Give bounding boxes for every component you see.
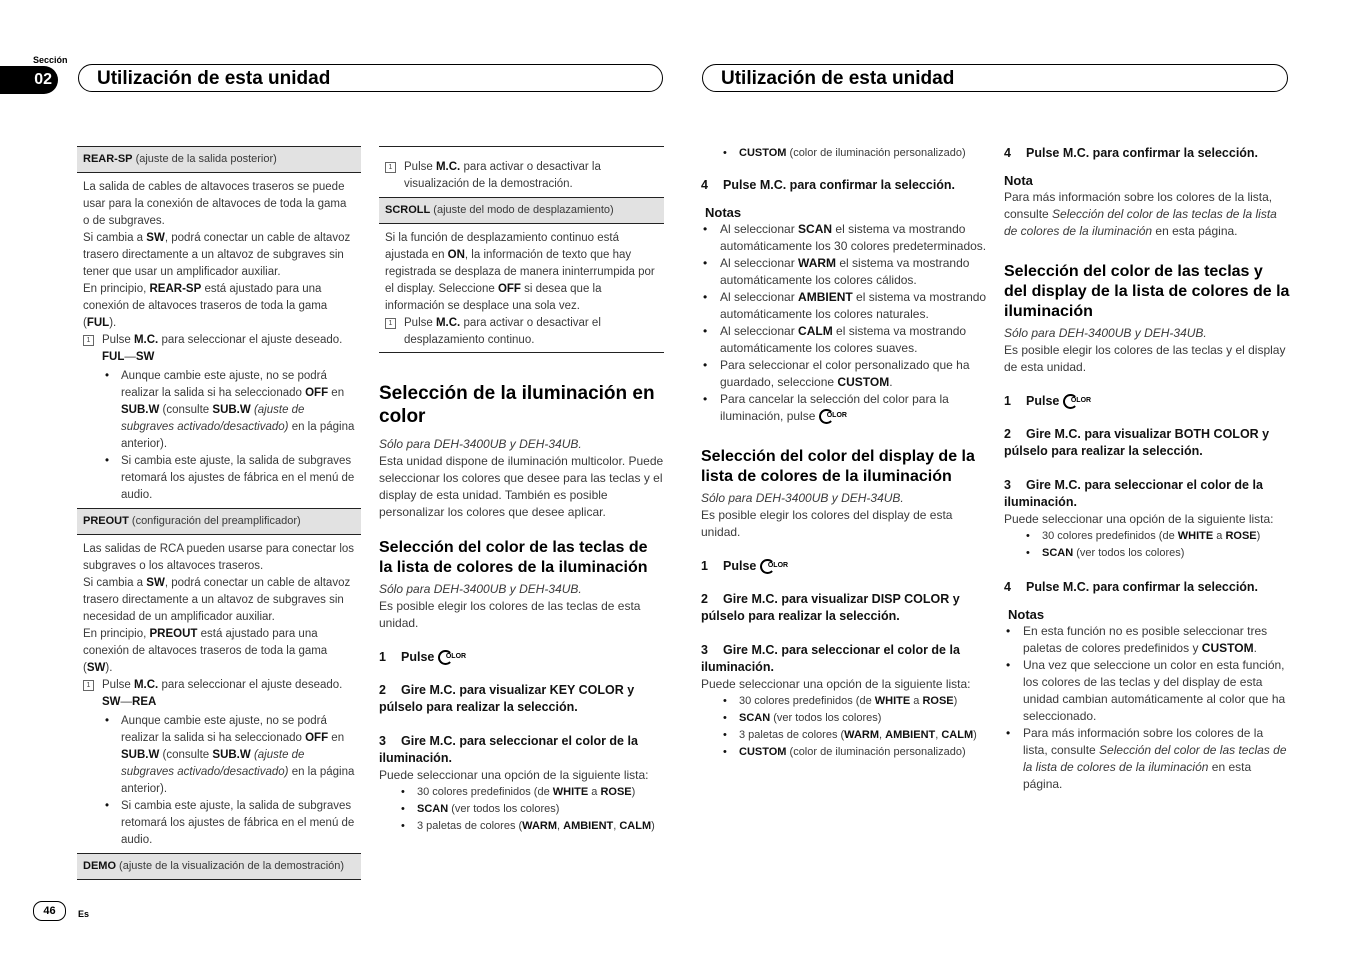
section-label: Sección: [33, 55, 68, 65]
list-item: • SCAN (ver todos los colores): [739, 710, 987, 727]
language-label: Es: [78, 909, 90, 919]
page-title-right: Utilización de esta unidad: [702, 64, 1288, 92]
page-number: 46: [33, 901, 66, 921]
demo-header: DEMO (ajuste de la visualización de la demostración): [77, 853, 361, 880]
list-item: • Para seleccionar el color personalizado que ha guardado, seleccione CUSTOM.: [720, 357, 987, 391]
list-item: • Al seleccionar AMBIENT el sistema va mostrando automáticamente los colores naturales.: [720, 289, 987, 323]
rear-sp-step: 1 Pulse M.C. para seleccionar el ajuste deseado. FUL—SW: [83, 332, 355, 366]
scroll-header: SCROLL (ajuste del modo de desplazamiento): [379, 197, 664, 224]
list-item: • 30 colores predefinidos (de WHITE a ROSE): [1042, 528, 1290, 545]
preout-step: 1 Pulse M.C. para seleccionar el ajuste deseado. SW—REA: [83, 677, 355, 711]
list-item: • Al seleccionar CALM el sistema va mostrando automáticamente los colores suaves.: [720, 323, 987, 357]
list-item: • Aunque cambie este ajuste, no se podrá realizar la salida si ha seleccionado OFF en SUB.W (consulte SUB.W (ajuste de subgraves activado/desactivado) en la página anterior).: [121, 368, 355, 453]
step-number-box: 1: [385, 162, 396, 173]
list-item: • Para más información sobre los colores de la lista, consulte Selección del color de las teclas de la lista de colores de la iluminación en esta página.: [1023, 725, 1290, 793]
subsection-heading: Selección del color del display de la lista de colores de la iluminación: [701, 448, 975, 485]
color-button-icon: OLOR: [438, 650, 464, 664]
rear-sp-body: La salida de cables de altavoces traseros se puede usar para la conexión de altavoces de toda la gama o de subgraves. Si cambia a SW, podrá conectar un cable de altavoz trasero directamente a un altavoz de subgraves sin tener que usar un amplificador auxiliar. En principio, REAR-SP está ajustado para una conexión de altavoces traseros de toda la gama (FUL). 1 Pulse M.C. para seleccionar el ajuste deseado. FUL—SW • Aunque cambie este ajuste, no se podrá realizar la salida si ha seleccionado OFF en SUB.W (consulte SUB.W (ajuste de subgraves activado/desactivado) en la página anterior). • Si cambia este ajuste, la salida de subgraves retomará los ajustes de fábrica en el menú de audio.: [77, 173, 361, 508]
list-item: • Si cambia este ajuste, la salida de subgraves retomará los ajustes de fábrica en el menú de audio.: [121, 453, 355, 504]
demo-step-body: 1 Pulse M.C. para activar o desactivar la visualización de la demostración.: [379, 146, 664, 197]
subsection-heading: Selección del color de las teclas de la lista de colores de la iluminación: [379, 539, 648, 576]
list-item: • SCAN (ver todos los colores): [1042, 545, 1290, 562]
list-item: • 3 paletas de colores (WARM, AMBIENT, CALM): [417, 818, 664, 835]
list-item: • CUSTOM (color de iluminación personalizado): [739, 145, 987, 162]
list-item: • SCAN (ver todos los colores): [417, 801, 664, 818]
page-title-left: Utilización de esta unidad: [78, 64, 663, 92]
preout-header: PREOUT (configuración del preamplificador): [77, 508, 361, 535]
step-number-box: 1: [385, 318, 396, 329]
list-item: • 30 colores predefinidos (de WHITE a ROSE): [417, 784, 664, 801]
section-number-tab: [0, 66, 58, 94]
list-item: • En esta función no es posible seleccionar tres paletas de colores predefinidos y CUSTOM.: [1023, 623, 1290, 657]
section-number: 02: [34, 71, 52, 88]
list-item: • CUSTOM (color de iluminación personalizado): [739, 744, 987, 761]
step-number-box: 1: [83, 680, 94, 691]
column-2: 1 Pulse M.C. para activar o desactivar la visualización de la demostración. SCROLL (ajuste del modo de desplazamiento) Si la función de desplazamiento continuo está ajustada en ON, la información de texto que hay registrada se desplaza de manera ininterrumpida por el display. Seleccione OFF si desea que la información se desplace una sola vez. 1 Pulse M.C. para activar o desactivar el desplazamiento continuo. Selección de la iluminación en color Sólo para DEH-3400UB y DEH-34UB. Esta unidad dispone de iluminación multicolor. Puede seleccionar los colores que desee para las teclas y el display de esta unidad. También es posible personalizar los colores que desee aplicar. Selección del color de las teclas de la lista de colores de la iluminación Sólo para DEH-3400UB y DEH-34UB. Es posible elegir los colores de las teclas de esta unidad. 1 Pulse OLOR 2 Gire M.C. para visualizar KEY COLOR y púlselo para realizar la selección. 3 Gire M.C. para seleccionar el color de la iluminación. Puede seleccionar una opción de la siguiente lista: • 30 colores predefinidos (de WHITE a ROSE) • SCAN (ver todos los colores) • 3 paletas de colores (WARM, AMBIENT, CALM): [379, 146, 664, 835]
preout-body: Las salidas de RCA pueden usarse para conectar los subgraves o los altavoces traseros. Si cambia a SW, podrá conectar un cable de altavoz trasero directamente a un altavoz de subgraves sin necesidad de un amplificador auxiliar. En principio, PREOUT está ajustado para una conexión de altavoces traseros de toda la gama (SW). 1 Pulse M.C. para seleccionar el ajuste deseado. SW—REA • Aunque cambie este ajuste, no se podrá realizar la salida si ha seleccionado OFF en SUB.W (consulte SUB.W (ajuste de subgraves activado/desactivado) en la página anterior). • Si cambia este ajuste, la salida de subgraves retomará los ajustes de fábrica en el menú de audio.: [77, 535, 361, 853]
subsection-heading: Selección del color de las teclas y del display de la lista de colores de la iluminación: [1004, 263, 1290, 320]
column-1: [77, 146, 361, 880]
step-number-box: 1: [83, 335, 94, 346]
list-item: • 3 paletas de colores (WARM, AMBIENT, CALM): [739, 727, 987, 744]
list-item: • Aunque cambie este ajuste, no se podrá realizar la salida si ha seleccionado OFF en SUB.W (consulte SUB.W (ajuste de subgraves activado/desactivado) en la página anterior).: [121, 713, 355, 798]
color-button-icon: OLOR: [819, 409, 845, 423]
rear-sp-header: REAR-SP (ajuste de la salida posterior): [77, 146, 361, 173]
list-item: • Si cambia este ajuste, la salida de subgraves retomará los ajustes de fábrica en el menú de audio.: [121, 798, 355, 849]
list-item: • Una vez que seleccione un color en esta función, los colores de las teclas y del display de esta unidad cambian automáticamente al color que ha seleccionado.: [1023, 657, 1290, 725]
section-heading: Selección de la iluminación en color: [379, 383, 655, 427]
column-3: • CUSTOM (color de iluminación personalizado) 4 Pulse M.C. para confirmar la selección. Notas • Al seleccionar SCAN el sistema va mostrando automáticamente los 30 colores predeterminados. • Al seleccionar WARM el sistema va mostrando automáticamente los colores cálidos. • Al seleccionar AMBIENT el sistema va mostrando automáticamente los colores naturales. • Al seleccionar CALM el sistema va mostrando automáticamente los colores suaves. • Para seleccionar el color personalizado que ha guardado, seleccione CUSTOM. • Para cancelar la selección del color para la iluminación, pulse OLOR Selección del color del display de la lista de colores de la iluminación Sólo para DEH-3400UB y DEH-34UB. Es posible elegir los colores del display de esta unidad. 1 Pulse OLOR 2 Gire M.C. para visualizar DISP COLOR y púlselo para realizar la selección. 3 Gire M.C. para seleccionar el color de la iluminación. Puede seleccionar una opción de la siguiente lista: • 30 colores predefinidos (de WHITE a ROSE) • SCAN (ver todos los colores) • 3 paletas de colores (WARM, AMBIENT, CALM) • CUSTOM (color de iluminación personalizado): [701, 145, 987, 761]
list-item: • Al seleccionar WARM el sistema va mostrando automáticamente los colores cálidos.: [720, 255, 987, 289]
list-item: • Para cancelar la selección del color para la iluminación, pulse OLOR: [720, 391, 987, 425]
color-button-icon: OLOR: [760, 559, 786, 573]
list-item: • Al seleccionar SCAN el sistema va mostrando automáticamente los 30 colores predeterminados.: [720, 221, 987, 255]
list-item: • 30 colores predefinidos (de WHITE a ROSE): [739, 693, 987, 710]
scroll-body: Si la función de desplazamiento continuo está ajustada en ON, la información de texto que hay registrada se desplaza de manera ininterrumpida por el display. Seleccione OFF si desea que la información se desplace una sola vez. 1 Pulse M.C. para activar o desactivar el desplazamiento continuo.: [379, 224, 664, 353]
column-4: 4 Pulse M.C. para confirmar la selección. Nota Para más información sobre los colores de la lista, consulte Selección del color de las teclas de la lista de colores de la iluminación en esta página. Selección del color de las teclas y del display de la lista de colores de la iluminación Sólo para DEH-3400UB y DEH-34UB. Es posible elegir los colores de las teclas y el display de esta unidad. 1 Pulse OLOR 2 Gire M.C. para visualizar BOTH COLOR y púlselo para realizar la selección. 3 Gire M.C. para seleccionar el color de la iluminación. Puede seleccionar una opción de la siguiente lista: • 30 colores predefinidos (de WHITE a ROSE) • SCAN (ver todos los colores) 4 Pulse M.C. para confirmar la selección. Notas • En esta función no es posible seleccionar tres paletas de colores predefinidos y CUSTOM. • Una vez que seleccione un color en esta función, los colores de las teclas y del display de esta unidad cambian automáticamente al color que ha seleccionado. • Para más información sobre los colores de la lista, consulte Selección del color de las teclas de la lista de colores de la iluminación en esta página.: [1004, 145, 1290, 793]
color-button-icon: OLOR: [1063, 394, 1089, 408]
